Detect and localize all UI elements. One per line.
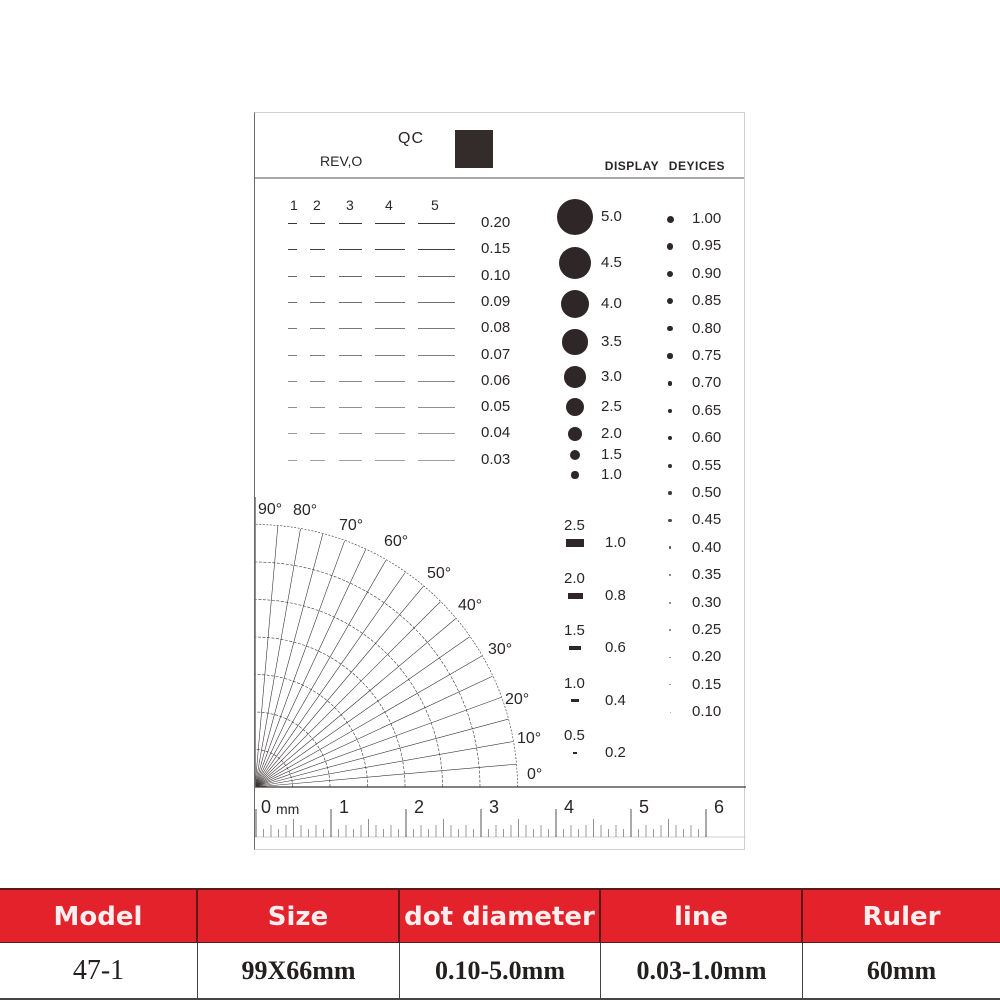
small-dot-label: 0.10 (692, 703, 722, 721)
large-dot-label: 2.5 (601, 398, 622, 415)
protractor-angle-label: 40° (458, 597, 483, 614)
protractor-angle-label: 70° (339, 517, 364, 534)
card-title: DISPLAY DEYICES (604, 159, 725, 173)
revision-label: REV,O (320, 153, 363, 169)
header-line: line (601, 890, 803, 943)
line-width-label: 0.09 (481, 292, 511, 310)
value-dot-diameter: 0.10-5.0mm (400, 943, 601, 998)
protractor-angle-label: 20° (505, 691, 530, 708)
ruler-number: 6 (714, 797, 725, 817)
spec-table (0, 888, 1000, 1000)
ruler-number: 2 (414, 797, 425, 817)
small-dot-label: 0.35 (692, 566, 722, 584)
line-width-label: 0.07 (481, 345, 511, 363)
small-dot-label: 0.95 (692, 237, 722, 255)
header-model: Model (0, 890, 198, 943)
line-width-label: 0.05 (481, 398, 511, 416)
line-column-number: 4 (385, 197, 393, 213)
film-gauge-card (254, 112, 745, 850)
large-dot-label: 4.5 (601, 254, 622, 271)
line-width-label: 0.10 (481, 266, 511, 284)
line-column-number: 2 (313, 197, 321, 213)
small-dot-label: 0.15 (692, 675, 722, 693)
bar-width-label: 1.0 (605, 534, 626, 551)
ruler-number: 1 (339, 797, 350, 817)
small-dot-label: 0.30 (692, 593, 722, 611)
header-ruler: Ruler (862, 901, 941, 932)
bar-width-label: 0.6 (605, 639, 626, 656)
small-dot-label: 0.80 (692, 319, 722, 337)
small-dot-label: 0.65 (692, 401, 722, 419)
large-dot-label: 4.0 (601, 295, 622, 312)
ruler-number: 5 (639, 797, 650, 817)
spec-table-row (0, 943, 1000, 1000)
small-dot-label: 0.70 (692, 374, 722, 392)
value-line: 0.03-1.0mm (601, 943, 803, 998)
line-width-label: 0.08 (481, 319, 511, 337)
line-width-label: 0.20 (481, 214, 511, 231)
bar-length-label: 2.0 (564, 569, 585, 587)
protractor-angle-label: 90° (258, 501, 283, 518)
small-dot-label: 0.90 (692, 264, 722, 282)
protractor-angle-label: 80° (293, 502, 318, 519)
large-dot-label: 3.0 (601, 368, 622, 385)
header-dot-diameter: dot diameter (400, 890, 601, 943)
small-dot-label: 0.40 (692, 538, 722, 556)
protractor-angle-label: 30° (488, 641, 513, 658)
protractor-angle-label: 0° (527, 766, 543, 783)
ruler-number: 3 (489, 797, 500, 817)
small-dot-label: 0.50 (692, 484, 722, 501)
protractor-angle-label: 50° (427, 565, 452, 582)
ruler-number: 4 (564, 797, 575, 817)
bar-width-label: 0.8 (605, 586, 626, 604)
bar-length-label: 0.5 (564, 727, 585, 744)
small-dot-label: 0.20 (692, 648, 722, 666)
header-size: Size (198, 890, 400, 943)
line-width-label: 0.04 (481, 424, 511, 442)
line-column-number: 1 (290, 197, 298, 213)
value-model: 47-1 (0, 943, 198, 998)
large-dot-label: 1.5 (601, 446, 622, 463)
protractor-angle-label: 10° (517, 730, 542, 747)
line-column-number: 5 (431, 197, 439, 213)
bar-length-label: 1.0 (564, 674, 585, 692)
bar-length-label: 2.5 (564, 517, 585, 534)
bar-width-label: 0.2 (605, 744, 626, 761)
bar-length-label: 1.5 (564, 622, 585, 639)
qc-label: QC (398, 130, 424, 147)
small-dot-label: 0.45 (692, 511, 722, 529)
protractor-and-ruler-graphic (255, 113, 746, 851)
spec-table-header (0, 888, 1000, 943)
line-column-number: 3 (346, 197, 354, 213)
small-dot-label: 0.85 (692, 292, 722, 310)
large-dot-label: 5.0 (601, 208, 622, 225)
line-width-label: 0.06 (481, 371, 511, 389)
small-dot-label: 0.25 (692, 621, 722, 638)
large-dot-label: 3.5 (601, 333, 622, 350)
line-width-label: 0.03 (481, 450, 511, 468)
large-dot-label: 1.0 (601, 466, 622, 483)
ruler-unit-label: mm (276, 801, 300, 817)
large-dot-label: 2.0 (601, 425, 622, 442)
value-ruler: 60mm (866, 955, 937, 985)
value-size: 99X66mm (198, 943, 400, 998)
small-dot-label: 0.60 (692, 429, 722, 447)
protractor-angle-label: 60° (384, 533, 409, 550)
small-dot-label: 0.55 (692, 456, 722, 474)
small-dot-label: 0.75 (692, 347, 722, 364)
line-width-label: 0.15 (481, 240, 511, 258)
ruler-number: 0 (261, 797, 272, 817)
small-dot-label: 1.00 (692, 210, 722, 227)
bar-width-label: 0.4 (605, 691, 626, 709)
